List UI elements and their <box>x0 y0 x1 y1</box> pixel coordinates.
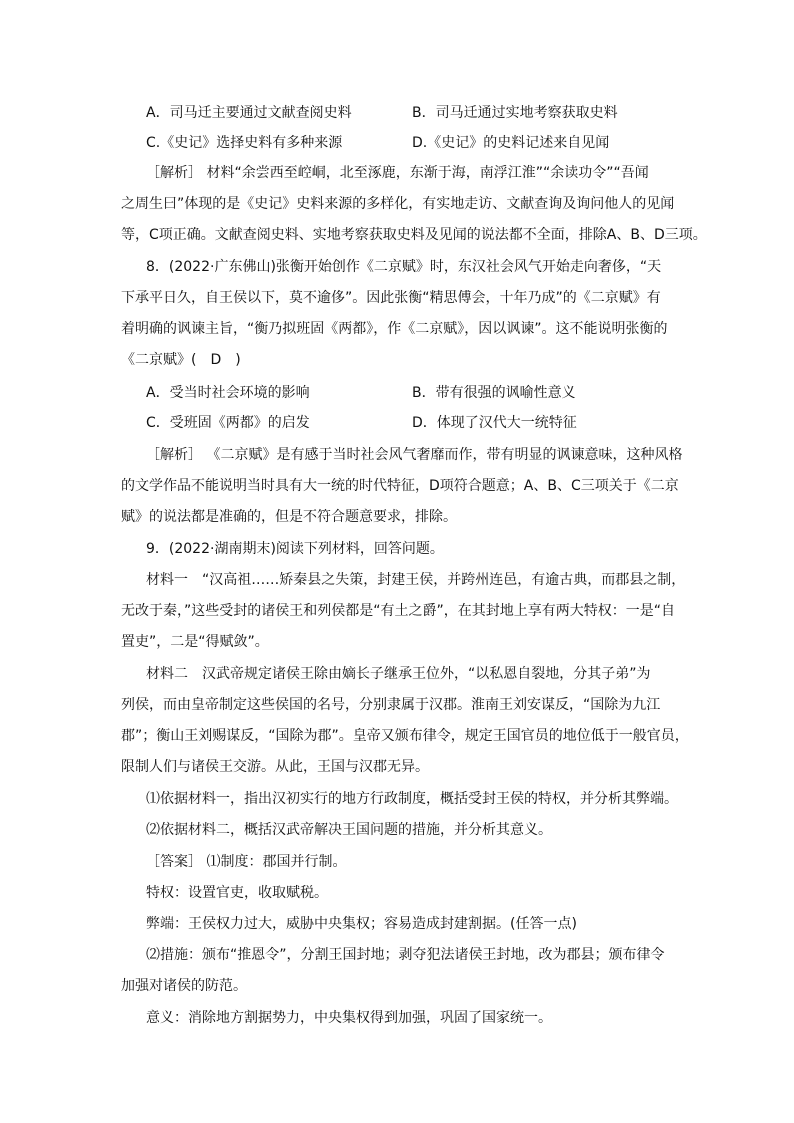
q7-analysis-line: 之周生曰”体现的是《史记》史料来源的多样化，有实地走访、文献查询及询问他人的见闻 <box>121 196 675 212</box>
q7-option-b: B．司马迁通过实地考察获取史料 <box>412 105 618 121</box>
q9-material1-line: 材料一 “汉高祖……矫秦县之失策，封建王侯，并跨州连邑，有逾古典，而郡县之制， <box>146 572 686 588</box>
q9-material2-line: 郡”；衡山王刘赐谋反，“国除为郡”。皇帝又颁布律令，规定王国官员的地位低于一般官员， <box>121 728 689 744</box>
q8-analysis-line: 赋》的说法都是准确的，但是不符合题意要求，排除。 <box>121 509 457 525</box>
q9-material1-line: 无改于秦，”这些受封的诸侯王和列侯都是“有土之爵”，在其封地上享有两大特权：一是“自 <box>121 603 676 619</box>
q8-option-d: D．体现了汉代大一统特征 <box>412 415 577 431</box>
q9-question-2: ⑵依据材料二，概括汉武帝解决王国问题的措施，并分析其意义。 <box>146 822 552 838</box>
q9-material2-line: 材料二 汉武帝规定诸侯王除由嫡长子继承王位外，“以私恩自裂地，分其子弟”为 <box>146 666 651 682</box>
q9-material2-line: 列侯，而由皇帝制定这些侯国的名号，分别隶属于汉郡。淮南王刘安谋反，“国除为九江 <box>121 697 661 713</box>
q7-analysis-line: ［解析］ 材料“余尝西至崆峒，北至涿鹿，东渐于海，南浮江淮”“余读功令”“吾闻 <box>146 165 649 181</box>
q7-option-c: C.《史记》选择史料有多种来源 <box>146 135 343 151</box>
q8-stem-line: 《二京赋》( D ) <box>121 352 241 368</box>
q8-option-b: B．带有很强的讽喻性意义 <box>412 385 576 401</box>
q9-answer-line: ⑵措施：颁布“推恩令”，分割王国封地；剥夺犯法诸侯王封地，改为郡县；颁布律令 <box>146 947 665 963</box>
q8-option-a: A．受当时社会环境的影响 <box>146 385 310 401</box>
q8-option-c: C．受班固《两都》的启发 <box>146 415 310 431</box>
q9-answer-line: 加强对诸侯的防范。 <box>121 978 247 994</box>
q9-answer-line: 意义：消除地方割据势力，中央集权得到加强，巩固了国家统一。 <box>146 1010 552 1026</box>
q9-answer-line: 特权：设置官吏，收取赋税。 <box>146 885 328 901</box>
q8-analysis-line: 的文学作品不能说明当时具有大一统的时代特征，D项符合题意；A、B、C三项关于《二京 <box>121 478 679 494</box>
q8-analysis-line: ［解析］ 《二京赋》是有感于当时社会风气奢靡而作，带有明显的讽谏意味，这种风格 <box>146 447 683 463</box>
q9-answer-line: ［答案］ ⑴制度：郡国并行制。 <box>146 854 347 870</box>
q9-material2-line: 限制人们与诸侯王交游。从此，王国与汉郡无异。 <box>121 759 429 775</box>
q8-stem-line: 8．(2022·广东佛山)张衡开始创作《二京赋》时，东汉社会风气开始走向奢侈，“天 <box>146 259 662 275</box>
q7-analysis-line: 等，C项正确。文献查阅史料、实地考察获取史料及见闻的说法都不全面，排除A、B、D三项。 <box>121 227 707 243</box>
q8-stem-line: 下承平日久，自王侯以下，莫不逾侈”。因此张衡“精思傅会，十年乃成”的《二京赋》有 <box>121 290 661 306</box>
q9-stem: 9．(2022·湖南期末)阅读下列材料，回答问题。 <box>146 541 444 557</box>
q9-material1-line: 置吏”，二是“得赋敛”。 <box>121 634 269 650</box>
q7-option-a: A．司马迁主要通过文献查阅史料 <box>146 105 352 121</box>
q7-option-d: D.《史记》的史料记述来自见闻 <box>412 135 610 151</box>
q9-question-1: ⑴依据材料一，指出汉初实行的地方行政制度，概括受封王侯的特权，并分析其弊端。 <box>146 791 678 807</box>
q8-stem-line: 着明确的讽谏主旨，“衡乃拟班固《两都》，作《二京赋》，因以讽谏”。这不能说明张衡的 <box>121 321 668 337</box>
q9-answer-line: 弊端：王侯权力过大，威胁中央集权；容易造成封建割据。(任答一点) <box>146 916 577 932</box>
